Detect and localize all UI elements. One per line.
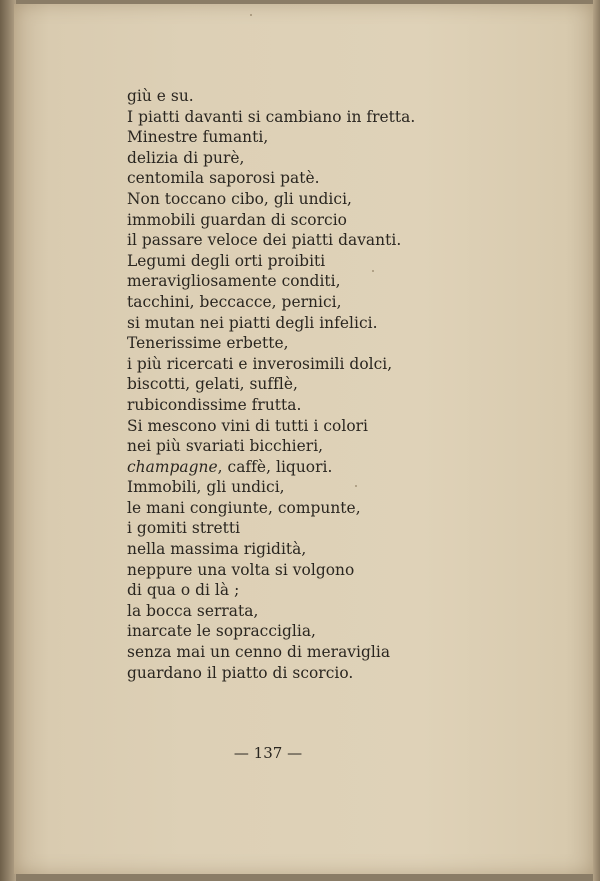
line-rest: , caffè, liquori. <box>217 457 333 476</box>
poem-line: le mani congiunte, compunte, <box>127 498 361 517</box>
poem-line: senza mai un cenno di meraviglia <box>127 643 391 662</box>
poem-line: biscotti, gelati, sufflè, <box>127 375 298 394</box>
poem-line: Legumi degli orti proibiti <box>127 251 326 270</box>
poem-line-champagne <box>127 457 415 478</box>
poem-line: immobili guardan di scorcio <box>127 210 347 229</box>
poem-line: nei più svariati bicchieri, <box>127 437 324 456</box>
poem-line: rubicondissime frutta. <box>127 395 302 414</box>
poem-line: nella massima rigidità, <box>127 540 307 559</box>
poem-line: tacchini, beccacce, pernici, <box>127 292 342 311</box>
poem-text <box>127 86 415 683</box>
poem-line: si mutan nei piatti degli infelici. <box>127 313 378 332</box>
poem-line: i gomiti stretti <box>127 519 241 538</box>
poem-line: delizia di purè, <box>127 148 245 167</box>
page-right-edge <box>593 0 600 881</box>
paper-speck <box>250 14 252 16</box>
poem-line: Non toccano cibo, gli undici, <box>127 189 352 208</box>
poem-line: meravigliosamente conditi, <box>127 272 341 291</box>
poem-line: la bocca serrata, <box>127 601 259 620</box>
poem-line: Tenerissime erbette, <box>127 334 289 353</box>
poem-line: I piatti davanti si cambiano in fretta. <box>127 107 416 126</box>
poem-line: inarcate le sopracciglia, <box>127 622 316 641</box>
poem-line: di qua o di là ; <box>127 581 240 600</box>
italic-word: champagne <box>127 457 218 476</box>
poem-line: il passare veloce dei piatti davanti. <box>127 231 402 250</box>
poem-line: Immobili, gli undici, <box>127 478 285 497</box>
poem-line: neppure una volta si volgono <box>127 560 355 579</box>
poem-line: Si mescono vini di tutti i colori <box>127 416 369 435</box>
poem-line: i più ricercati e inverosimili dolci, <box>127 354 393 373</box>
poem-line: giù e su. <box>127 87 194 105</box>
poem-line: Minestre fumanti, <box>127 128 269 147</box>
poem-line: guardano il piatto di scorcio. <box>127 663 354 682</box>
poem-line: centomila saporosi patè. <box>127 169 320 188</box>
page-number: — 137 — <box>233 744 303 762</box>
